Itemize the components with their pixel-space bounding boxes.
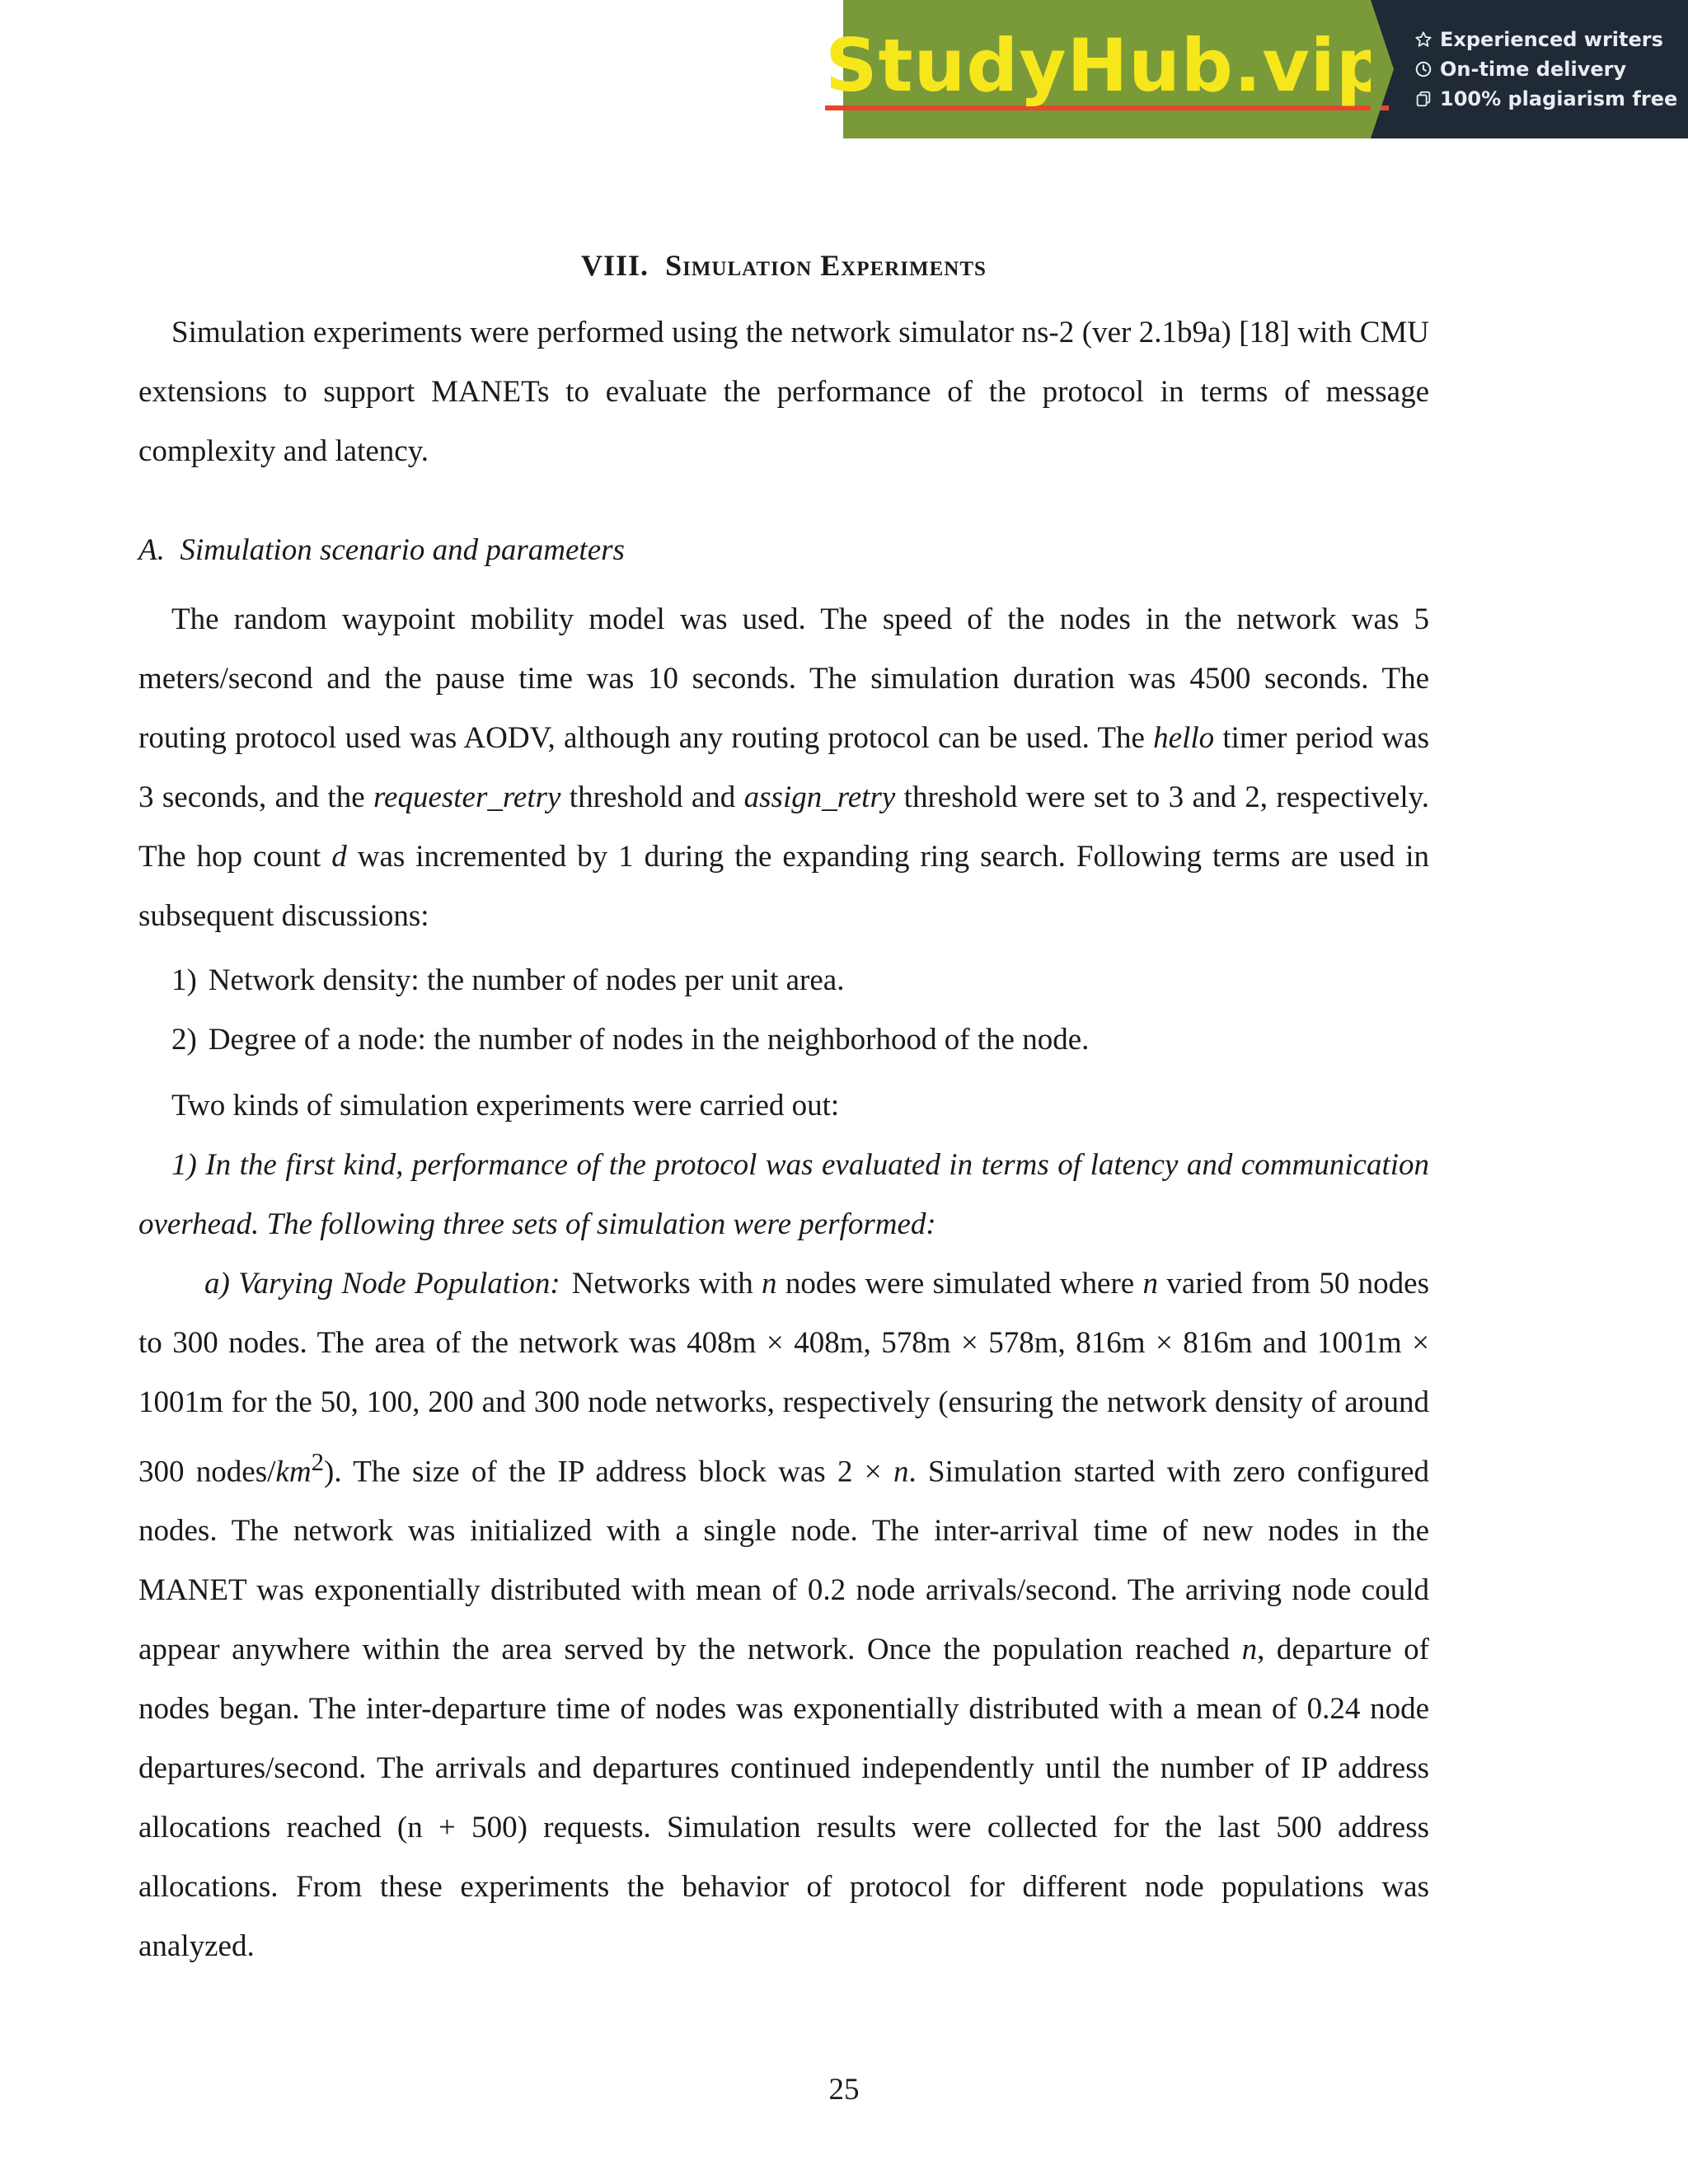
var-n: n	[893, 1455, 909, 1489]
page-number: 25	[828, 2073, 860, 2107]
intro-paragraph: Simulation experiments were performed using the network simulator ns-2 (ver 2.1b9a) [18] with CMU extensions to support MANETs to evaluate the performance of the protocol in terms of message complexity and latency.	[138, 316, 1429, 468]
subsection-title: Simulation scenario and parameters	[180, 533, 625, 567]
feature-label: Experienced writers	[1440, 28, 1663, 51]
text-run: Networks with	[571, 1267, 762, 1301]
paper-page	[138, 239, 1429, 1976]
subsection-label: A.	[138, 533, 165, 567]
paragraph-head: a) Varying Node Population:	[204, 1267, 560, 1301]
parameters-paragraph	[138, 590, 1429, 946]
feature-item	[1414, 28, 1688, 51]
feature-label: On-time delivery	[1440, 58, 1627, 81]
list-text: Degree of a node: the number of nodes in the neighborhood of the node.	[208, 1023, 1090, 1057]
feature-label: 100% plagiarism free	[1440, 87, 1678, 110]
clock-icon	[1414, 59, 1433, 79]
first-kind-paragraph: 1) In the first kind, performance of the protocol was evaluated in terms of latency and communication overhead. The following three sets of simulation were performed:	[138, 1148, 1429, 1241]
two-kinds-paragraph: Two kinds of simulation experiments were carried out:	[171, 1089, 840, 1122]
text-run: , departure of nodes began. The inter-departure time of nodes was exponentially distributed with a mean of 0.24 node departures/second. The arrivals and departures continued independently until the number of IP address allocations reached (n + 500) requests. Simulation results were collected for the last 500 address allocations. From these experiments the behavior of protocol for different node populations was analyzed.	[138, 1633, 1429, 1964]
studyhub-banner[interactable]	[825, 0, 1688, 138]
feature-item	[1414, 58, 1688, 81]
assign-retry-term: assign_retry	[743, 780, 896, 814]
list-number: 1)	[171, 963, 197, 997]
text-run: timer period was 3 seconds, and the	[138, 721, 1429, 814]
superscript: 2	[311, 1448, 324, 1476]
var-n: n	[1241, 1633, 1258, 1667]
text-run: varied from 50 nodes to 300 nodes. The area of the network was 408m × 408m, 578m × 578m, 816m × 816m and 1001m × 1001m for the 50, 100, 200 and 300 node networks, respectively (ensuring the network density of around 300 nodes/	[138, 1267, 1429, 1489]
var-n: n	[1142, 1267, 1159, 1301]
terms-list	[138, 951, 1429, 1070]
var-n: n	[762, 1267, 777, 1301]
text-run: was incremented by 1 during the expanding ring search. Following terms are used in subsequent discussions:	[138, 840, 1429, 933]
star-icon	[1414, 30, 1433, 49]
copy-icon	[1414, 89, 1433, 109]
unit-km: km	[275, 1455, 312, 1489]
text-run: ). The size of the IP address block was 2 ×	[324, 1455, 893, 1489]
subsection-heading	[138, 521, 1429, 580]
section-number: VIII.	[581, 249, 649, 282]
list-item	[138, 951, 1429, 1010]
text-run: threshold were set to 3 and 2, respectively. The hop count	[138, 780, 1429, 874]
requester-retry-term: requester_retry	[373, 780, 561, 814]
list-item	[138, 1010, 1429, 1070]
hop-count-var: d	[331, 840, 347, 874]
list-text: Network density: the number of nodes per unit area.	[208, 963, 845, 997]
brand-logo[interactable]	[825, 0, 1389, 138]
text-run: . Simulation started with zero configured nodes. The network was initialized with a single node. The inter-arrival time of new nodes in the MANET was exponentially distributed with mean of 0.2 node arrivals/second. The arriving node could appear anywhere within the area served by the network. Once the population reached	[138, 1455, 1429, 1667]
text-run: The random waypoint mobility model was used. The speed of the nodes in the network was 5 meters/second and the pause time was 10 seconds. The simulation duration was 4500 seconds. The routing protocol used was AODV, although any routing protocol can be used. The	[138, 602, 1429, 755]
hello-term: hello	[1153, 721, 1215, 755]
text-run: threshold and	[560, 780, 744, 814]
section-title: Simulation Experiments	[665, 249, 987, 282]
list-number: 2)	[171, 1023, 197, 1057]
varying-node-population-paragraph	[138, 1254, 1429, 1976]
feature-list	[1371, 0, 1688, 138]
brand-name: StudyHub.vip	[825, 28, 1389, 110]
section-heading	[138, 239, 1429, 292]
feature-item	[1414, 87, 1688, 110]
text-run: nodes were simulated where	[776, 1267, 1143, 1301]
